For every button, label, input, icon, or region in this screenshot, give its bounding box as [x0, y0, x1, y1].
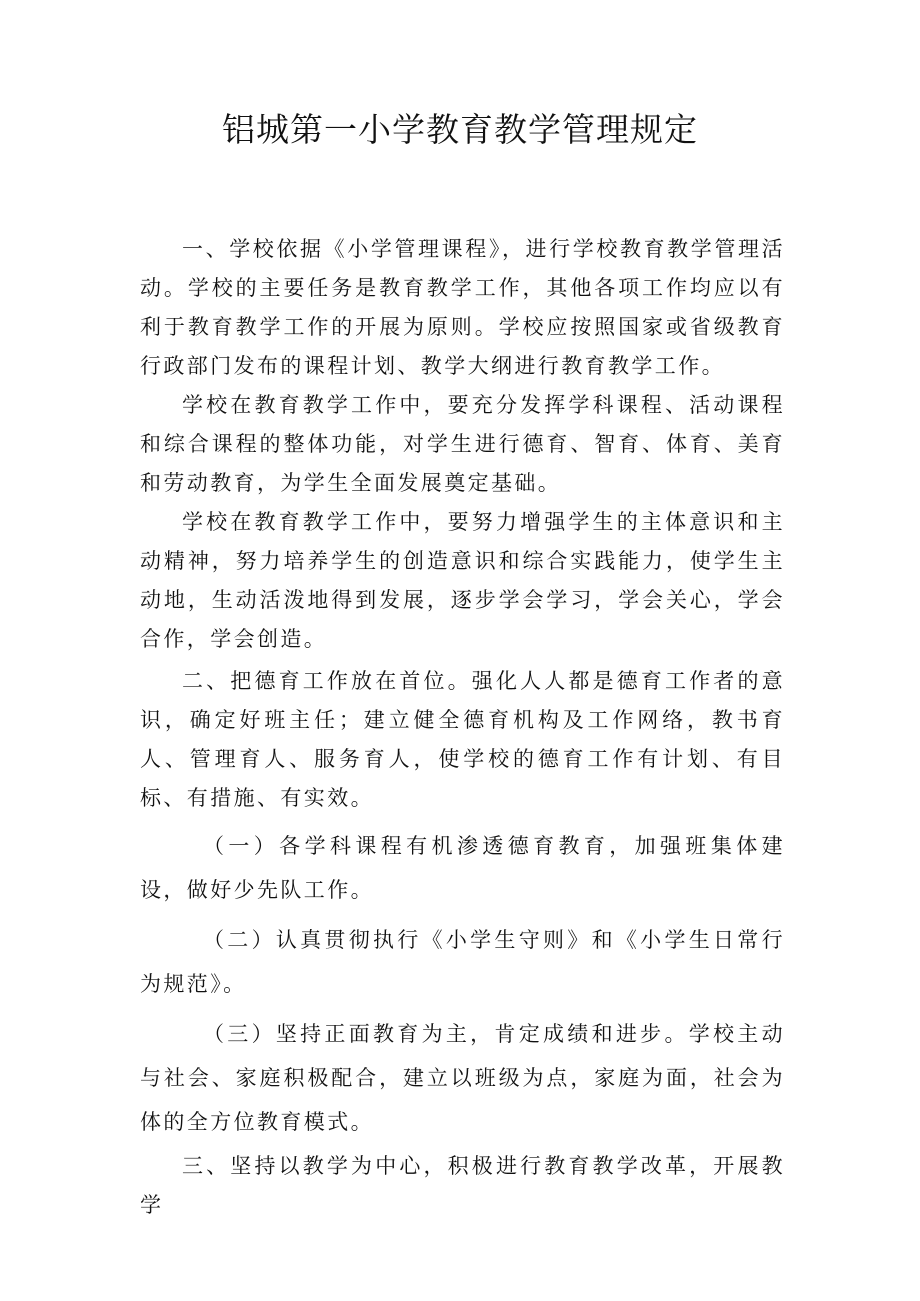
document-body [140, 230, 785, 1225]
paragraph-3: 学校在教育教学工作中，要努力增强学生的主体意识和主动精神，努力培养学生的创造意识和综合实践能力，使学生主动地，生动活泼地得到发展，逐步学会学习，学会关心，学会合作，学会创造。 [140, 510, 785, 651]
paragraph-8: 三、坚持以教学为中心，积极进行教育教学改革，开展教学 [140, 1154, 785, 1217]
paragraph-5: （一）各学科课程有机渗透德育教育，加强班集体建设，做好少先队工作。 [140, 834, 785, 902]
paragraph-4: 二、把德育工作放在首位。强化人人都是德育工作者的意识，确定好班主任；建立健全德育机构及工作网络，教书育人、管理育人、服务育人，使学校的德育工作有计划、有目标、有措施、有实效。 [140, 669, 785, 810]
document-title: 铝城第一小学教育教学管理规定 [222, 110, 698, 149]
paragraph-7: （三）坚持正面教育为主，肯定成绩和进步。学校主动与社会、家庭积极配合，建立以班级为点，家庭为面，社会为体的全方位教育模式。 [140, 1022, 785, 1134]
paragraph-1: 一、学校依据《小学管理课程》，进行学校教育教学管理活动。学校的主要任务是教育教学工作，其他各项工作均应以有利于教育教学工作的开展为原则。学校应按照国家或省级教育行政部门发布的课程计划、教学大纲进行教育教学工作。 [140, 237, 785, 378]
paragraph-6: （二）认真贯彻执行《小学生守则》和《小学生日常行为规范》。 [140, 928, 785, 996]
paragraph-2: 学校在教育教学工作中，要充分发挥学科课程、活动课程和综合课程的整体功能，对学生进行德育、智育、体育、美育和劳动教育，为学生全面发展奠定基础。 [140, 393, 785, 495]
